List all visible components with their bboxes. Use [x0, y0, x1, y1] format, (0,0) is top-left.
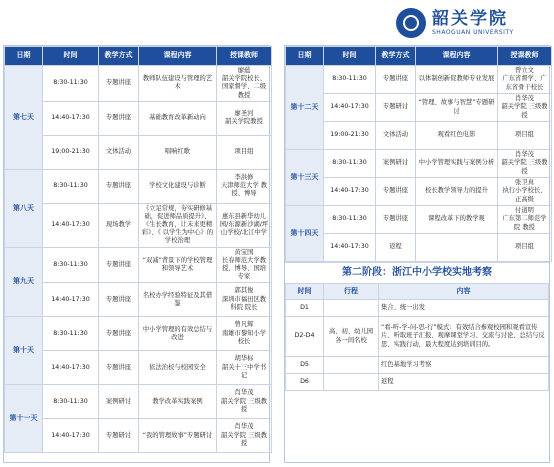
method-cell: 专题讲座 [99, 169, 139, 203]
teacher-cell: 项目组 [498, 122, 552, 150]
stage2-header-itinerary: 行程 [324, 284, 379, 300]
content-cell: 课程改革下的教学观 [416, 206, 498, 234]
stage2-itinerary-cell [324, 300, 379, 317]
stage2-time-cell: D1 [286, 300, 324, 317]
time-cell: 14:40-17:30 [43, 203, 99, 247]
logo-chinese-name: 韶关学院 [432, 8, 508, 29]
content-cell [416, 234, 498, 262]
method-cell: 专题讲座 [376, 178, 416, 206]
content-cell: 教学改革实践案例 [139, 385, 217, 419]
method-cell: 案例研讨 [376, 150, 416, 178]
method-cell: 现场教学 [99, 203, 139, 247]
time-cell: 8:30-11:30 [43, 169, 99, 203]
day-cell: 第九天 [5, 247, 43, 317]
table-row [5, 385, 272, 419]
table-row [5, 317, 272, 351]
teacher-cell: 廖蕴 韶关学院校长、国家督学、二级教授 [217, 66, 272, 102]
teacher-cell: 曾立文 广东省督学、广东省骨干校长 [498, 66, 552, 94]
table-row [5, 203, 272, 247]
header-day: 日期 [286, 47, 324, 66]
method-cell: 专题讲座 [376, 206, 416, 234]
stage2-time-cell: D6 [286, 374, 324, 391]
method-cell: 文体活动 [376, 122, 416, 150]
time-cell: 8:30-11:30 [324, 206, 376, 234]
content-cell: “我的管理故事”专题研讨 [139, 419, 217, 453]
header-teacher: 授课教师 [217, 47, 272, 66]
time-cell: 14:40-17:30 [43, 351, 99, 385]
content-cell: 名校办学经验特征及其借鉴 [139, 283, 217, 317]
content-cell: 中小学管理实践与案例分析 [416, 150, 498, 178]
method-cell: 案例研讨 [99, 385, 139, 419]
table-row [5, 283, 272, 317]
day-cell: 第十二天 [286, 66, 324, 150]
header-content: 课程内容 [416, 47, 498, 66]
method-cell: 专题讲座 [99, 317, 139, 351]
table-row [286, 234, 552, 262]
table-row [5, 101, 272, 135]
teacher-cell: 廖圣河 韶关学院教授 [217, 101, 272, 135]
table-row [5, 351, 272, 385]
method-cell: 文体活动 [99, 135, 139, 169]
teacher-cell: 肖华茂 韶关学院 三级教授 [498, 150, 552, 178]
stage2-header-time: 时间 [286, 284, 324, 300]
teacher-cell: 曾凡辉 南雄市黎知小学校长 [217, 317, 272, 351]
table-row [286, 122, 552, 150]
content-cell: 以体制创新促教师专业发展 [416, 66, 498, 94]
stage2-table [285, 283, 549, 391]
stage2-row [286, 300, 549, 317]
stage2-row [286, 374, 549, 391]
teacher-cell: 张卫真 执行小学校长、正高级 [498, 178, 552, 206]
time-cell: 19:00-21:30 [43, 135, 99, 169]
content-cell: “双减”背景下的学校管理和领导艺术 [139, 247, 217, 283]
method-cell: 专题讲座 [99, 283, 139, 317]
teacher-cell: 项目组 [498, 234, 552, 262]
day-cell: 第十天 [5, 317, 43, 385]
teacher-cell: 肖华茂 韶关学院 三级教授 [498, 94, 552, 122]
stage2-itinerary-cell [324, 357, 379, 374]
header-day: 日期 [5, 47, 43, 66]
logo-english-name: SHAOGUAN UNIVERSITY [432, 28, 514, 36]
header-content: 课程内容 [139, 47, 217, 66]
content-cell: 学校文化建设与诊断 [139, 169, 217, 203]
day-cell: 第八天 [5, 169, 43, 247]
content-cell: 校长教学领导力的提升 [416, 178, 498, 206]
right-schedule-panel [284, 45, 550, 463]
header-teacher: 授课教师 [498, 47, 552, 66]
university-seal-icon [396, 8, 426, 38]
university-logo [396, 3, 546, 43]
content-cell: 依法治校与校园安全 [139, 351, 217, 385]
day-cell: 第十一天 [5, 385, 43, 453]
stage2-header-content: 内容 [379, 284, 549, 300]
content-cell: 观看红色电影 [416, 122, 498, 150]
stage2-row [286, 317, 549, 357]
time-cell: 14:40-17:30 [324, 94, 376, 122]
time-cell: 8:30-11:30 [324, 66, 376, 94]
content-cell: 《立足常规，夯实研修基础，促进师品质提升》、《生长教育，让未来更精彩》、《 以学生为中心》的学校治理 [139, 203, 217, 247]
content-cell: 基础教育改革新动向 [139, 101, 217, 135]
table-row [5, 66, 272, 102]
teacher-cell: 肖华茂 韶关学院 三级教授 [217, 419, 272, 453]
stage2-time-cell: D5 [286, 357, 324, 374]
content-cell: “管理、故事与智慧”专题研讨 [416, 94, 498, 122]
teacher-cell: 项目组 [217, 135, 272, 169]
method-cell: 专题讲座 [99, 101, 139, 135]
time-cell: 8:30-11:30 [43, 385, 99, 419]
method-cell: 专题讲座 [376, 66, 416, 94]
table-row [5, 169, 272, 203]
teacher-cell: 惠东县新华幼儿园/东源新沙湖/坪山学校/北江中学 [217, 203, 272, 247]
table-header-row [5, 47, 272, 66]
method-cell: 专题研讨 [99, 419, 139, 453]
content-cell: 中小学管理的有效总结与改进 [139, 317, 217, 351]
time-cell: 14:40-17:30 [324, 234, 376, 262]
time-cell: 8:30-11:30 [324, 150, 376, 178]
table-row [5, 135, 272, 169]
table-row [5, 419, 272, 453]
header-time: 时间 [324, 47, 376, 66]
method-cell: 专题讲座 [99, 351, 139, 385]
stage2-row [286, 357, 549, 374]
stage2-itinerary-cell [324, 374, 379, 391]
day-cell: 第十四天 [286, 206, 324, 262]
stage2-content-cell: “看-听-学-问-思-行”模式：有效结合参观校园和观看宣传片、听取班子汇报、观摩课堂学习、交流与讨论、总结与反思、实践行动，最大程度达到培训目的。 [379, 317, 549, 357]
stage2-header-row [286, 284, 549, 300]
content-cell: 教师队伍建设与管理的艺术 [139, 66, 217, 102]
header-method: 教学方式 [99, 47, 139, 66]
stage2-content-cell: 集合、统一出发 [379, 300, 549, 317]
method-cell: 专题讲座 [99, 247, 139, 283]
time-cell: 14:40-17:30 [43, 101, 99, 135]
time-cell: 8:30-11:30 [43, 247, 99, 283]
teacher-cell: 李洪修 天津师范大学 教授、博导 [217, 169, 272, 203]
stage2-content-cell: 返程 [379, 374, 549, 391]
teacher-cell: 付道明 广东第二师范学院 教授 [498, 206, 552, 234]
table-row [5, 247, 272, 283]
table-row [286, 94, 552, 122]
teacher-cell: 肖华茂 韶关学院 三级教授 [217, 385, 272, 419]
table-row [286, 66, 552, 94]
time-cell: 8:30-11:30 [43, 317, 99, 351]
stage2-title: 第二阶段：浙江中小学校实地考察 [285, 262, 549, 283]
table-row [286, 150, 552, 178]
method-cell: 专题研讨 [376, 94, 416, 122]
stage2-itinerary-cell: 高、初、幼儿园各一间名校 [324, 317, 379, 357]
time-cell: 14:40-17:30 [324, 178, 376, 206]
time-cell: 14:40-17:30 [43, 283, 99, 317]
day-cell: 第十三天 [286, 150, 324, 206]
header-time: 时间 [43, 47, 99, 66]
method-cell: 返程 [376, 234, 416, 262]
header-method: 教学方式 [376, 47, 416, 66]
method-cell: 专题讲座 [99, 66, 139, 102]
stage2-content-cell: 红色基地学习考察 [379, 357, 549, 374]
teacher-cell: 黄宝国 长春师范大学教授、博导、国培专家 [217, 247, 272, 283]
stage2-time-cell: D2-D4 [286, 317, 324, 357]
left-schedule-table [4, 46, 272, 453]
day-cell: 第七天 [5, 66, 43, 170]
teacher-cell: 郭其俊 深圳市福田区教科院 院长 [217, 283, 272, 317]
left-schedule-panel [3, 45, 270, 463]
table-row [286, 178, 552, 206]
table-row [286, 206, 552, 234]
teacher-cell: 胡华标 韶关十三中学书记 [217, 351, 272, 385]
content-cell: 唱响红歌 [139, 135, 217, 169]
time-cell: 14:40-17:30 [43, 419, 99, 453]
table-header-row [286, 47, 552, 66]
time-cell: 8:30-11:30 [43, 66, 99, 102]
right-schedule-table [285, 46, 552, 262]
time-cell: 19:00-21:30 [324, 122, 376, 150]
